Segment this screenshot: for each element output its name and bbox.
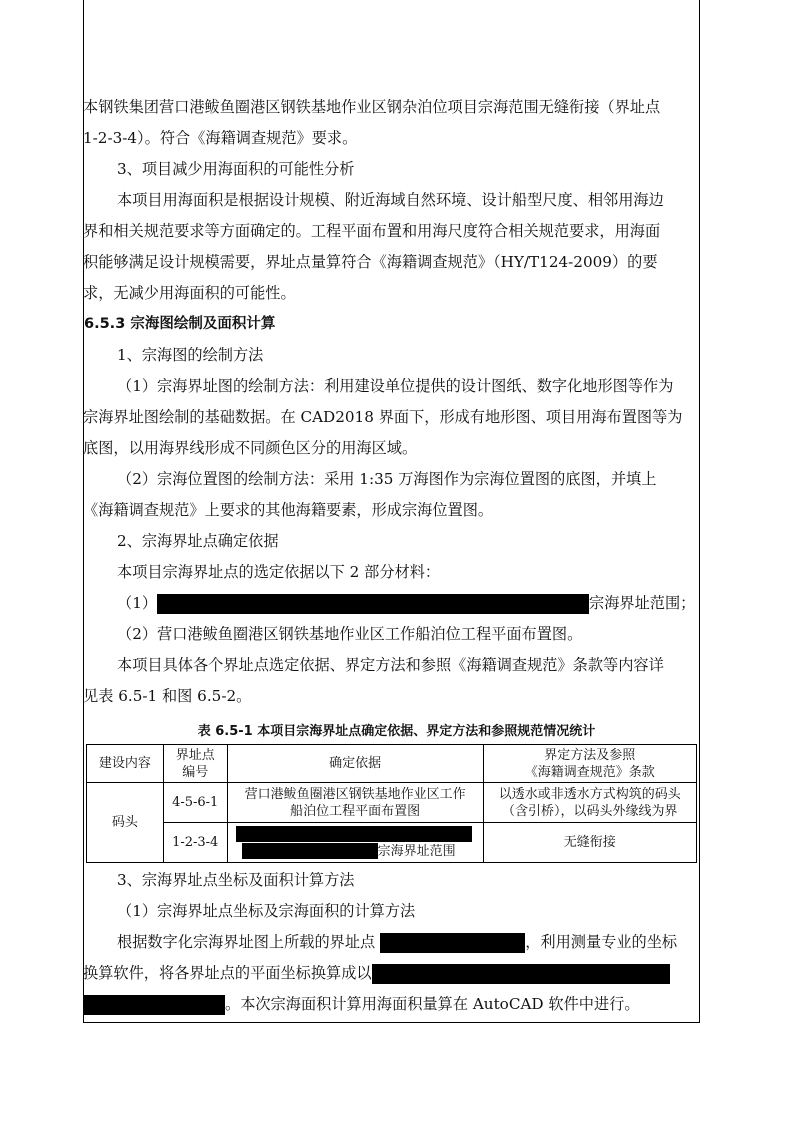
- table-caption: 表 6.5-1 本项目宗海界址点确定依据、界定方法和参照规范情况统计: [197, 724, 596, 739]
- cell-basis: [227, 823, 483, 863]
- paragraph-5: 本项目宗海界址点的选定依据以下 2 部分材料：: [117, 563, 441, 581]
- heading-drawing-method: 1、宗海图的绘制方法: [117, 346, 264, 364]
- header-basis: 确定依据: [227, 745, 483, 783]
- redaction-block: [83, 995, 225, 1015]
- paragraph-9-line-2: [83, 963, 670, 984]
- paragraph-8-line-1: 本项目具体各个界址点选定依据、界定方法和参照《海籍调查规范》条款等内容详: [117, 656, 664, 674]
- paragraph-9-part-a: 根据数字化宗海界址图上所载的界址点: [117, 933, 376, 951]
- cell-basis-suffix: 宗海界址范围: [377, 843, 456, 859]
- heading-coordinate-method: 3、宗海界址点坐标及面积计算方法: [117, 871, 355, 889]
- paragraph-9-line-2-text: 换算软件，将各界址点的平面坐标换算成以: [83, 964, 372, 982]
- redaction-block: [372, 964, 670, 984]
- header-content: 建设内容: [87, 745, 164, 783]
- paragraph-9-part-b: ，利用测量专业的坐标: [525, 933, 678, 951]
- paragraph-9-line-3-text: 。本次宗海面积计算用海面积量算在 AutoCAD 软件中进行。: [225, 995, 640, 1013]
- paragraph-9-line-3: [83, 994, 640, 1015]
- table-row: [87, 783, 697, 823]
- redaction-block: [236, 826, 472, 842]
- paragraph-6-prefix: （1）: [117, 594, 158, 612]
- cell-point: 1-2-3-4: [163, 823, 227, 863]
- paragraph-3-line-3: 底图，以用海界线形成不同颜色区分的用海区域。: [83, 439, 418, 457]
- header-point: 界址点 编号: [163, 745, 227, 783]
- paragraph-1-line-1: 本钢铁集团营口港鲅鱼圈港区钢铁基地作业区钢杂泊位项目宗海范围无缝衔接（界址点: [83, 98, 661, 116]
- header-method: 界定方法及参照 《海籍调查规范》条款: [483, 745, 696, 783]
- paragraph-2-line-4: 求，无减少用海面积的可能性。: [83, 284, 296, 302]
- paragraph-8-line-2: 见表 6.5-1 和图 6.5-2。: [83, 687, 252, 705]
- paragraph-3-line-1: （1）宗海界址图的绘制方法：利用建设单位提供的设计图纸、数字化地形图等作为: [117, 377, 674, 395]
- paragraph-6-suffix: 宗海界址范围；: [589, 594, 696, 612]
- cell-method: 无缝衔接: [483, 823, 696, 863]
- paragraph-9-line-1: [117, 932, 677, 953]
- redaction-block: [157, 594, 589, 614]
- paragraph-3-line-2: 宗海界址图绘制的基础数据。在 CAD2018 界面下，形成有地形图、项目用海布置图等为: [83, 408, 683, 426]
- cell-point: 4-5-6-1: [163, 783, 227, 823]
- paragraph-2-line-3: 积能够满足设计规模需要，界址点量算符合《海籍调查规范》（HY/T124-2009）的要: [83, 253, 658, 271]
- section-heading-6-5-3: 6.5.3 宗海图绘制及面积计算: [84, 316, 276, 332]
- table-header-row: [87, 745, 697, 783]
- paragraph-2-line-2: 界和相关规范要求等方面确定的。工程平面布置和用海尺度符合相关规范要求，用海面: [83, 222, 661, 240]
- paragraph-1-line-2: 1-2-3-4）。符合《海籍调查规范》要求。: [83, 129, 358, 147]
- redaction-block: [380, 933, 525, 953]
- paragraph-4-line-2: 《海籍调查规范》上要求的其他海籍要素，形成宗海位置图。: [83, 501, 494, 519]
- subheading-coordinate-calc: （1）宗海界址点坐标及宗海面积的计算方法: [117, 902, 416, 920]
- boundary-basis-table: [86, 744, 697, 863]
- cell-method: 以透水或非透水方式构筑的码头 （含引桥），以码头外缘线为界: [483, 783, 696, 823]
- heading-boundary-basis: 2、宗海界址点确定依据: [117, 532, 279, 550]
- redaction-block: [242, 843, 378, 859]
- paragraph-6: [117, 593, 695, 614]
- paragraph-2-line-1: 本项目用海面积是根据设计规模、附近海域自然环境、设计船型尺度、相邻用海边: [117, 191, 664, 209]
- paragraph-7: （2）营口港鲅鱼圈港区钢铁基地作业区工作船泊位工程平面布置图。: [117, 625, 583, 643]
- paragraph-4-line-1: （2）宗海位置图的绘制方法：采用 1:35 万海图作为宗海位置图的底图，并填上: [117, 470, 657, 488]
- heading-reduce-area: 3、项目减少用海面积的可能性分析: [117, 160, 355, 178]
- cell-basis: 营口港鲅鱼圈港区钢铁基地作业区工作 船泊位工程平面布置图: [227, 783, 483, 823]
- cell-group: 码头: [87, 783, 164, 863]
- table-row: [87, 823, 697, 863]
